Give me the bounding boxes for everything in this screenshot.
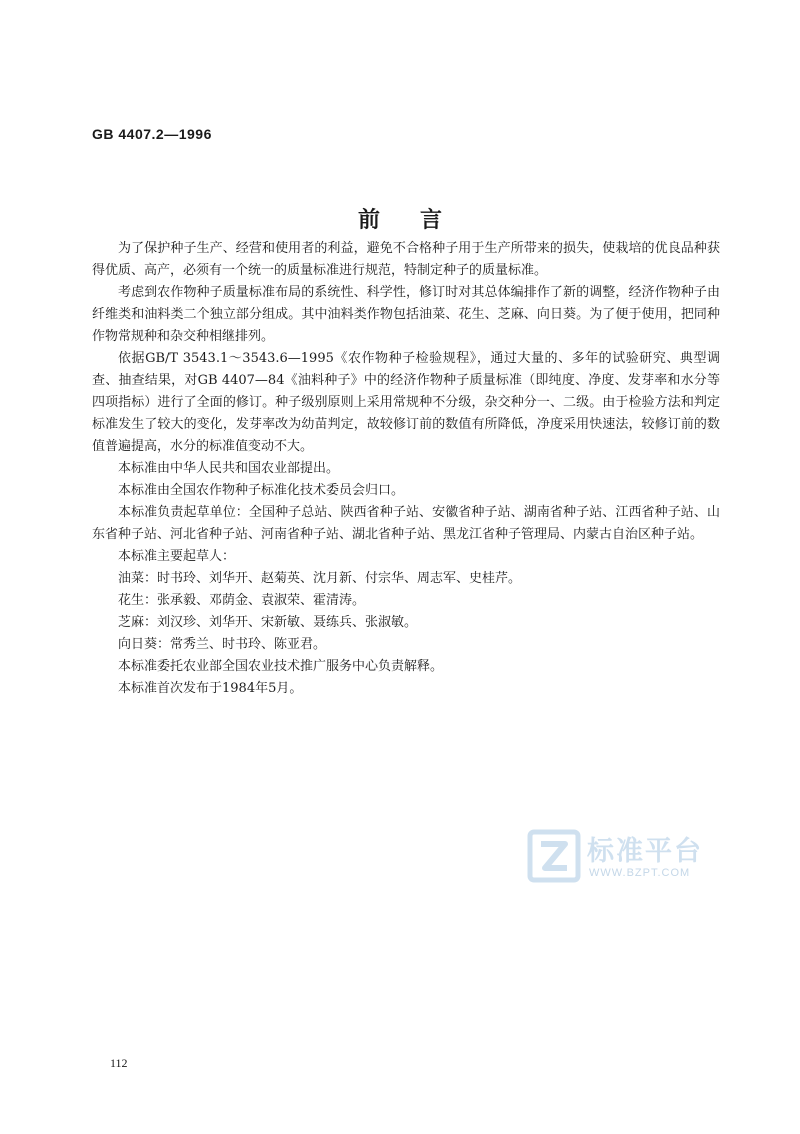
bz-logo-icon [527, 829, 581, 883]
paragraph: 本标准主要起草人： [118, 549, 236, 564]
paragraph: 为了保护种子生产、经营和使用者的利益，避免不合格种子用于生产所带来的损失，使栽培的优良品种获得优质、高产，必须有一个统一的质量标准进行规范，特制定种子的质量标准。 [92, 241, 720, 278]
standard-code: GB 4407.2—1996 [92, 126, 212, 142]
page-title: 前言 [357, 207, 482, 233]
paragraph: 依据GB/T 3543.1～3543.6—1995《农作物种子检验规程》，通过大量的、多年的试验研究、典型调查、抽查结果，对GB 4407—84《油料种子》中的经济作物种子质量标准（即纯度、净度、发芽率和水分等四项指标）进行了全面的修订。种子级别原则上采用常规种不分级，杂交种分一、二级。由于检验方法和判定标准发生了较大的变化，发芽率改为幼苗判定，故较修订前的数值有所降低，净度采用快速法，较修订前的数值普遍提高，水分的标准值变动不大。 [92, 351, 720, 454]
paragraph: 本标准由全国农作物种子标准化技术委员会归口。 [118, 483, 405, 498]
paragraph: 本标准负责起草单位：全国种子总站、陕西省种子站、安徽省种子站、湖南省种子站、江西省种子站、山东省种子站、河北省种子站、河南省种子站、湖北省种子站、黑龙江省种子管理局、内蒙古自治区种子站。 [92, 505, 720, 542]
paragraph: 本标准委托农业部全国农业技术推广服务中心负责解释。 [118, 659, 444, 674]
drafter-line: 油菜：时书玲、刘华开、赵菊英、沈月新、付宗华、周志军、史桂芹。 [118, 571, 522, 586]
paragraph: 考虑到农作物种子质量标准布局的系统性、科学性，修订时对其总体编排作了新的调整，经济作物种子由纤维类和油料类二个独立部分组成。其中油料类作物包括油菜、花生、芝麻、向日葵。为了便于使用，把同种作物常规种和杂交种相继排列。 [92, 285, 720, 344]
drafter-line: 向日葵：常秀兰、时书玲、陈亚君。 [118, 637, 327, 652]
drafter-line: 花生：张承毅、邓荫金、袁淑荣、霍清涛。 [118, 593, 366, 608]
paragraph: 本标准由中华人民共和国农业部提出。 [118, 461, 340, 476]
paragraph: 本标准首次发布于1984年5月。 [118, 681, 303, 696]
watermark [527, 827, 727, 887]
page-number: 112 [110, 1056, 128, 1070]
foreword-body [92, 238, 720, 700]
drafter-line: 芝麻：刘汉珍、刘华开、宋新敏、聂练兵、张淑敏。 [118, 615, 418, 630]
watermark-url: WWW.BZPT.COM [589, 867, 691, 879]
watermark-text: 标准平台 [587, 836, 703, 867]
